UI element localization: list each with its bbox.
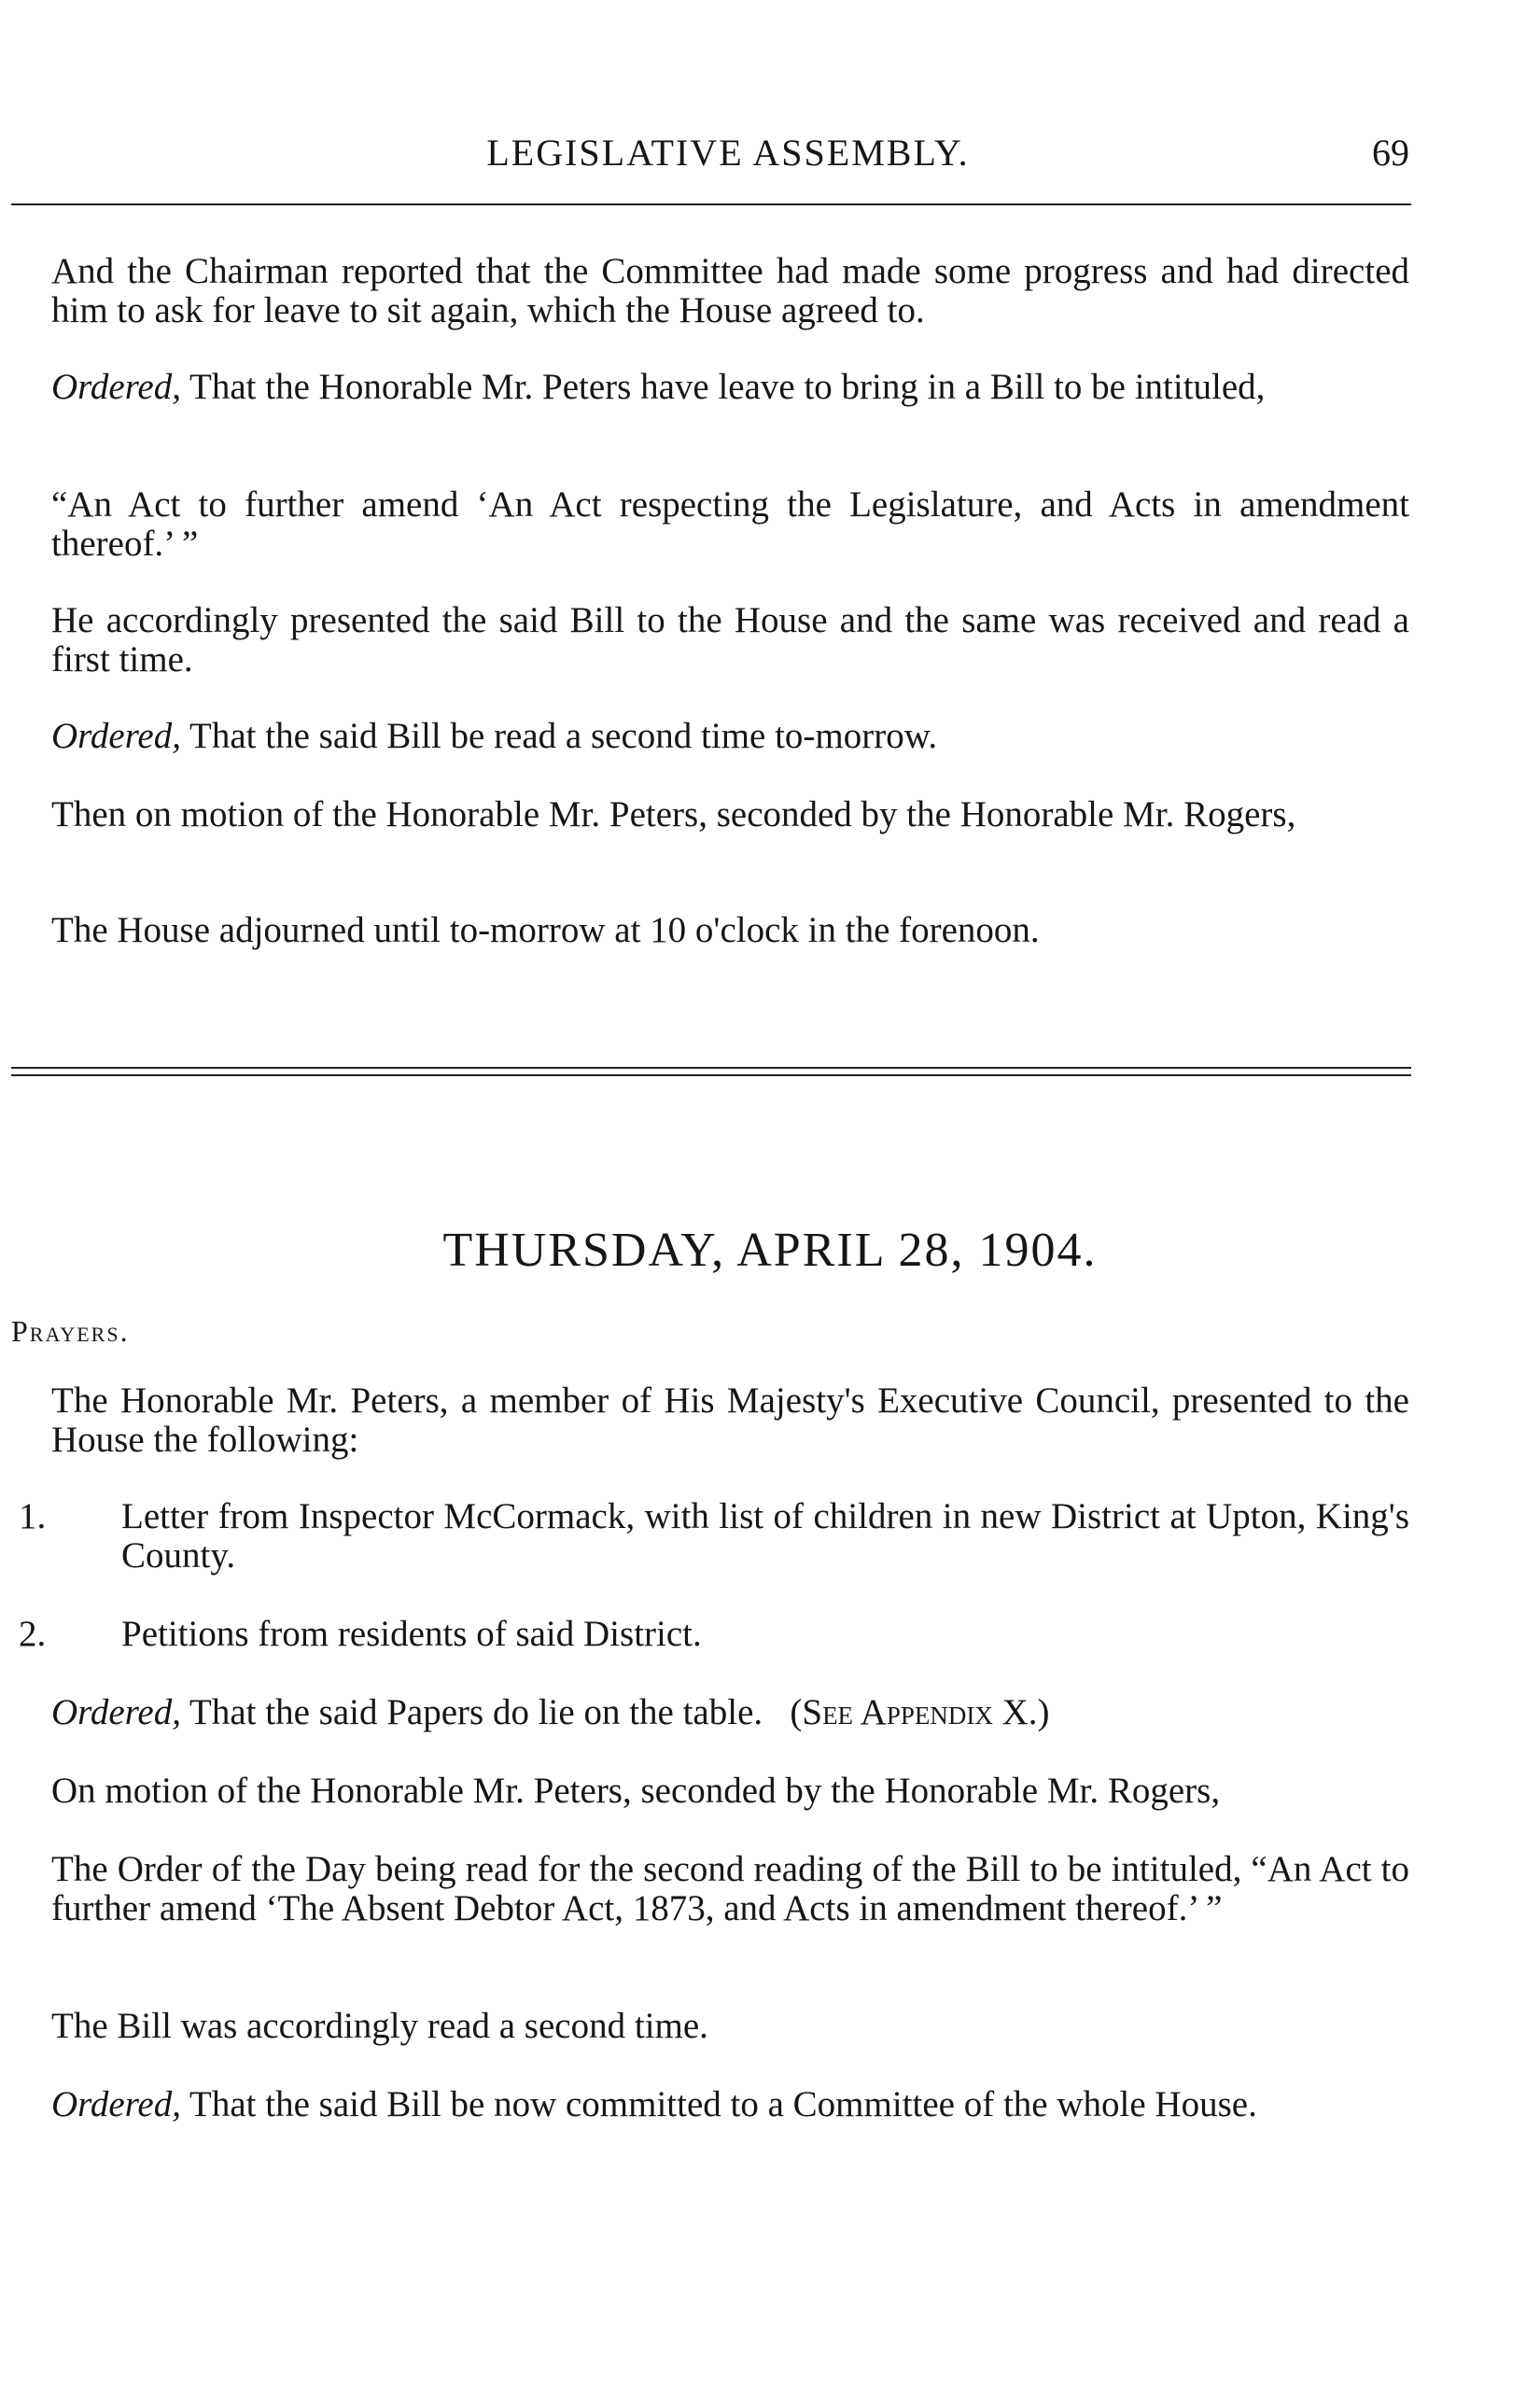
paragraph-motion [51, 795, 1409, 834]
paragraph-order-of-day [51, 1850, 1409, 1928]
ordered-label: Ordered, [51, 2084, 181, 2124]
paragraph-text: That the Honorable Mr. Peters have leave to bring in a Bill to be intituled, [189, 367, 1266, 407]
paragraph-text: That the said Papers do lie on the table. [189, 1692, 763, 1732]
paragraph-presented-documents [51, 1381, 1409, 1460]
list-number: 2. [19, 1614, 47, 1654]
paragraph-text: On motion of the Honorable Mr. Peters, seconded by the Honorable Mr. Rogers, [51, 1771, 1221, 1811]
list-number: 1. [19, 1496, 47, 1536]
paragraph-bill-read [51, 2007, 1409, 2046]
paragraph-text: “An Act to further amend ‘An Act respecting the Legislature, and Acts in amendment thereof.’ ” [51, 484, 1409, 564]
paragraph-ordered-papers [51, 1693, 1409, 1732]
paragraph-text: And the Chairman reported that the Committee had made some progress and had directed him to ask for leave to sit again, which the House agreed to. [51, 251, 1409, 330]
paragraph-ordered-committed [51, 2085, 1409, 2124]
paragraph-ordered-second-reading [51, 717, 1409, 756]
paragraph-text: Then on motion of the Honorable Mr. Peters, seconded by the Honorable Mr. Rogers, [51, 794, 1296, 834]
paragraph-text: The Honorable Mr. Peters, a member of His Majesty's Executive Council, presented to the House the following: [51, 1380, 1409, 1460]
section-divider-top [11, 1067, 1411, 1069]
list-text: Letter from Inspector McCormack, with list of children in new District at Upton, King's County. [121, 1496, 1409, 1576]
page-header [0, 131, 1540, 179]
paragraph-text: The Bill was accordingly read a second time. [51, 2006, 708, 2046]
paragraph-motion-second [51, 1772, 1409, 1811]
appendix-reference: (See Appendix X.) [790, 1692, 1050, 1732]
paragraph-text: The Order of the Day being read for the second reading of the Bill to be intituled, “An Act to further amend ‘The Absent Debtor Act, 1873, and Acts in amendment thereof.’ ” [51, 1849, 1409, 1928]
page-number: 69 [1372, 132, 1409, 174]
header-rule [11, 203, 1411, 205]
paragraph-text: He accordingly presented the said Bill to the House and the same was received and read a first time. [51, 600, 1409, 680]
ordered-label: Ordered, [51, 1692, 181, 1732]
paragraph-ordered-leave [51, 368, 1409, 407]
list-item [19, 1497, 1409, 1576]
list-text: Petitions from residents of said District. [121, 1614, 702, 1654]
paragraph-bill-presented [51, 601, 1409, 680]
paragraph-act-title [51, 485, 1409, 564]
paragraph-chairman-report [51, 252, 1409, 330]
running-head: LEGISLATIVE ASSEMBLY. [486, 132, 970, 174]
paragraph-text: That the said Bill be now committed to a Committee of the whole House. [189, 2084, 1257, 2124]
paragraph-text: That the said Bill be read a second time to-morrow. [189, 716, 938, 756]
ordered-label: Ordered, [51, 367, 181, 407]
paragraph-text: The House adjourned until to-morrow at 10 o'clock in the forenoon. [51, 910, 1040, 950]
section-divider-bottom [11, 1074, 1411, 1076]
paragraph-adjourned [51, 911, 1409, 950]
ordered-label: Ordered, [51, 716, 181, 756]
list-item [19, 1615, 1409, 1654]
prayers-label: Prayers. [11, 1314, 130, 1348]
date-heading: THURSDAY, APRIL 28, 1904. [442, 1224, 1098, 1277]
